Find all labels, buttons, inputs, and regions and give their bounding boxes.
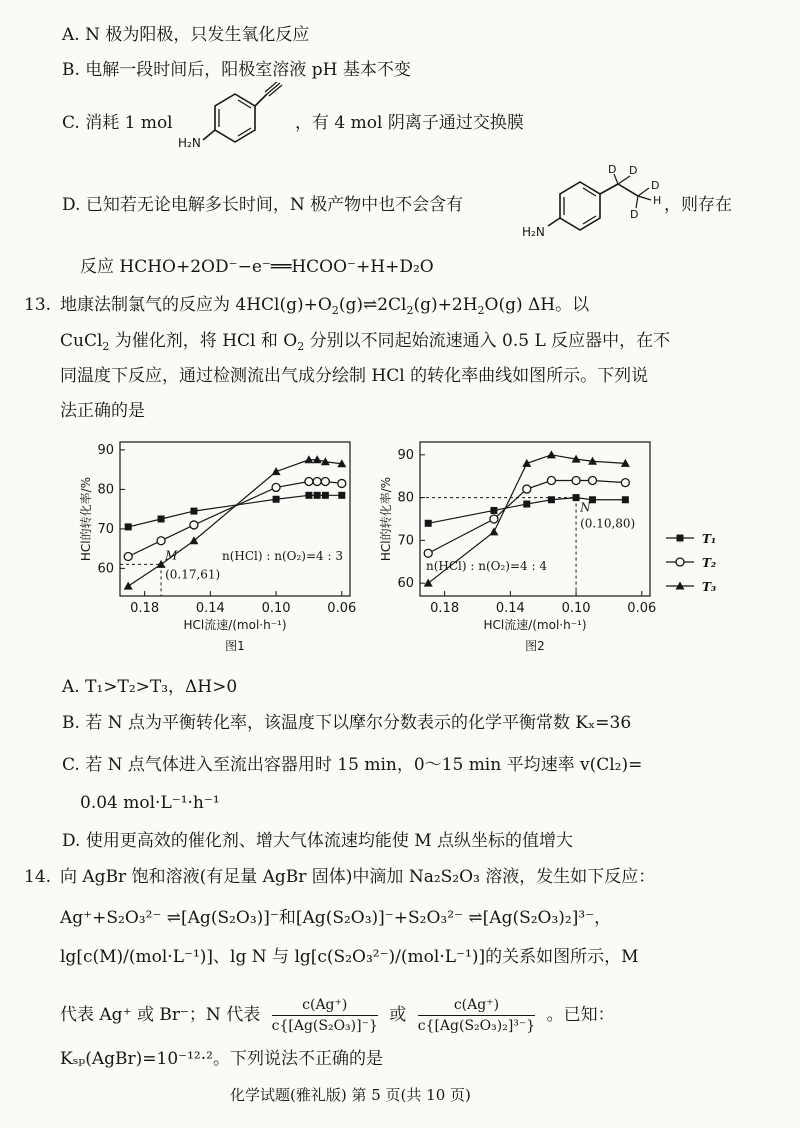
- figure-caption: 图1: [225, 639, 245, 653]
- q14-line-3: lg[c(M)/(mol·L⁻¹)]、lg N 与 lg[c(S₂O₃²⁻)/(mol·L⁻¹)]的关系如图所示，M: [60, 947, 639, 967]
- x-tick-label: 0.06: [327, 601, 357, 616]
- x-tick-label: 0.18: [430, 601, 460, 616]
- data-point: [573, 494, 580, 501]
- q13-line-3: 同温度下反应，通过检测流出气成分绘制 HCl 的转化率曲线如图所示。下列说: [60, 366, 649, 386]
- data-point: [321, 477, 329, 485]
- fraction-2: $\frac{c(Ag^+)}{\text{c\{[Ag(S₂O₃)₂]³⁻\}}}$: [417, 997, 536, 1034]
- figure-caption: 图2: [525, 639, 545, 653]
- chart-legend: [666, 532, 716, 594]
- y-tick-label: 90: [397, 447, 414, 463]
- page-footer: 化学试题(雅礼版) 第 5 页(共 10 页): [230, 1086, 471, 1104]
- q12-option-d-post: ，则存在: [664, 195, 732, 215]
- d-label: D: [608, 163, 617, 176]
- data-point: [424, 549, 432, 557]
- y-tick-label: 70: [97, 521, 114, 537]
- data-point: [548, 496, 555, 503]
- x-tick-label: 0.10: [261, 601, 291, 616]
- data-point: [124, 553, 132, 561]
- data-point: [621, 479, 629, 487]
- point-label: M: [165, 548, 178, 563]
- q13-option-c-line1: C. 若 N 点气体进入至流出容器用时 15 min，0～15 min 平均速率 v(Cl₂)=: [62, 755, 643, 775]
- y-tick-label: 80: [97, 482, 114, 498]
- d-label: D: [630, 208, 639, 221]
- q13-line-1: 地康法制氯气的反应为 $4HCl(g)+O_2(g)\rightleftharpoons 2Cl_2(g)+2H_2O(g)$ ΔH。以: [60, 295, 590, 317]
- data-point: [424, 579, 433, 587]
- data-point: [305, 492, 312, 499]
- data-point: [572, 477, 580, 485]
- x-tick-label: 0.14: [195, 601, 225, 616]
- data-point: [338, 492, 345, 499]
- legend-label: T₂: [702, 556, 717, 570]
- deuterated-ethylaniline-structure: [518, 162, 688, 242]
- data-point: [190, 508, 197, 515]
- d-label: D: [629, 164, 638, 177]
- d-label: D: [651, 179, 660, 192]
- data-point: [273, 496, 280, 503]
- data-point: [622, 496, 629, 503]
- q12-option-c-post: ，有 4 mol 阴离子通过交换膜: [295, 113, 524, 133]
- q13-option-a: A. T₁>T₂>T₃，ΔH>0: [62, 677, 238, 697]
- q14-line-5: Kₛₚ(AgBr)=10⁻¹²·²。下列说法不正确的是: [60, 1049, 383, 1069]
- x-axis-label: HCl流速/(mol·h⁻¹): [183, 618, 287, 632]
- y-tick-label: 80: [397, 490, 414, 506]
- y-axis-label: HCl的转化率/%: [379, 476, 393, 562]
- legend-marker: [676, 558, 684, 566]
- ethynylaniline-structure: [170, 82, 300, 157]
- y-tick-label: 90: [97, 442, 114, 458]
- x-axis-label: HCl流速/(mol·h⁻¹): [483, 618, 587, 632]
- q12-option-c-pre: C. 消耗 1 mol: [62, 113, 173, 133]
- q14-line-2: Ag⁺+S₂O₃²⁻ ⇌[Ag(S₂O₃)]⁻和[Ag(S₂O₃)]⁻+S₂O₃²⁻ ⇌[Ag(S₂O₃)₂]³⁻，: [60, 908, 612, 928]
- fraction-1: $\frac{c(Ag^+)}{\text{c\{[Ag(S₂O₃)]⁻\}}}$: [271, 997, 378, 1034]
- legend-marker: [677, 535, 684, 542]
- data-point: [313, 477, 321, 485]
- data-point: [490, 515, 498, 523]
- legend-label: T₃: [702, 580, 717, 594]
- q13-line-4: 法正确的是: [60, 401, 145, 421]
- y-tick-label: 70: [397, 533, 414, 549]
- y-axis-label: HCl的转化率/%: [79, 476, 93, 562]
- q12-option-a: A. N 极为阳极，只发生氧化反应: [62, 25, 310, 45]
- x-tick-label: 0.14: [495, 601, 525, 616]
- q13-number: 13.: [24, 295, 52, 315]
- q12-option-b: B. 电解一段时间后，阳极室溶液 pH 基本不变: [62, 60, 411, 80]
- x-tick-label: 0.06: [627, 601, 657, 616]
- data-point: [547, 477, 555, 485]
- point-coords: (0.10,80): [580, 516, 636, 531]
- q13-option-d: D. 使用更高效的催化剂、增大气体流速均能使 M 点纵坐标的值增大: [62, 831, 574, 851]
- chart-fig2: [378, 442, 656, 653]
- data-point: [589, 477, 597, 485]
- x-tick-label: 0.18: [130, 601, 160, 616]
- x-tick-label: 0.10: [561, 601, 591, 616]
- chart-fig1: [78, 442, 356, 653]
- data-point: [523, 485, 531, 493]
- q13-line-2: CuCl$_2$ 为催化剂，将 HCl 和 $O_2$ 分别以不同起始流速通入 0.5 L 反应器中，在不: [60, 331, 671, 353]
- c-amine-label: H₂N: [178, 136, 201, 150]
- h-label: H: [653, 194, 662, 207]
- data-point: [490, 507, 497, 514]
- point-label: N: [580, 500, 591, 515]
- y-tick-label: 60: [97, 561, 114, 577]
- q13-option-b: B. 若 N 点为平衡转化率，该温度下以摩尔分数表示的化学平衡常数 Kₓ=36: [62, 713, 632, 733]
- d-amine-label: H₂N: [522, 225, 545, 239]
- data-point: [322, 492, 329, 499]
- q14-line-4: 代表 Ag⁺ 或 Br⁻；N 代表 $\frac{c(Ag^+)}{\text{c\{[Ag(S₂O₃)]⁻\}}}$ 或 $\frac{c(Ag^+)}{\text{c\{[Ag(S₂O₃)₂]³⁻\}}}$ 。已知：: [60, 997, 615, 1034]
- point-coords: (0.17,61): [165, 567, 221, 582]
- data-point: [157, 537, 165, 545]
- q13-option-c-line2: 0.04 mol·L⁻¹·h⁻¹: [80, 793, 220, 813]
- data-point: [125, 523, 132, 530]
- q12-option-d-pre: D. 已知若无论电解多长时间，N 极产物中也不会含有: [62, 195, 464, 215]
- data-point: [338, 479, 346, 487]
- data-point: [272, 483, 280, 491]
- data-point: [158, 516, 165, 523]
- data-point: [305, 477, 313, 485]
- plot-frame: [120, 442, 350, 596]
- q14-number: 14.: [24, 867, 52, 887]
- legend-label: T₁: [702, 532, 717, 546]
- data-point: [425, 520, 432, 527]
- ratio-label: n(HCl) : n(O₂)=4 : 4: [426, 559, 547, 573]
- data-point: [124, 582, 133, 590]
- conversion-charts: [70, 428, 750, 660]
- data-point: [547, 450, 556, 458]
- data-point: [314, 492, 321, 499]
- q14-line-1: 向 AgBr 饱和溶液(有足量 AgBr 固体)中滴加 Na₂S₂O₃ 溶液，发生如下反应：: [60, 867, 656, 887]
- data-point: [523, 501, 530, 508]
- ratio-label: n(HCl) : n(O₂)=4 : 3: [222, 549, 343, 563]
- data-point: [489, 527, 498, 535]
- y-tick-label: 60: [397, 576, 414, 592]
- q12-option-d-reaction: 反应 HCHO+2OD⁻−e⁻══HCOO⁻+H+D₂O: [80, 257, 434, 277]
- data-point: [190, 521, 198, 529]
